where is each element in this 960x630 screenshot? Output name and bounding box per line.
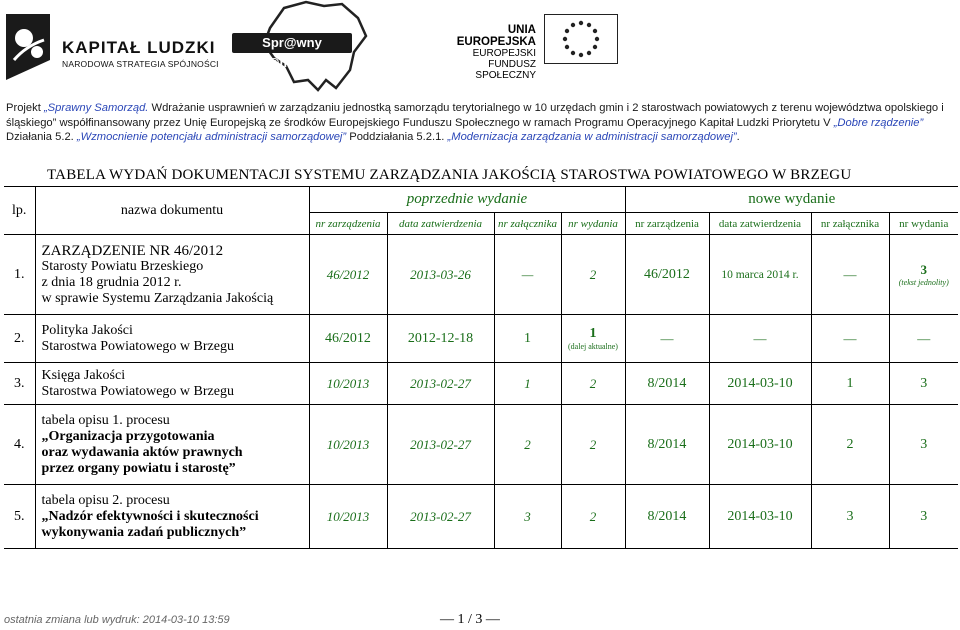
sub-header: nr wydania	[889, 213, 958, 235]
new-date: 2014-03-10	[709, 485, 811, 549]
ue-text	[430, 24, 536, 81]
ue-line2: EUROPEJSKI	[472, 48, 536, 59]
new-date: 2014-03-10	[709, 405, 811, 485]
prev-attachment: 2	[494, 405, 561, 485]
doc-line: Starostwa Powiatowego w Brzegu	[41, 383, 234, 399]
project-subaction: „Modernizacja zarządzania w administracji samorządowej”	[447, 131, 737, 143]
new-date: 2014-03-10	[709, 363, 811, 405]
table-row	[4, 315, 958, 363]
row-document-name	[35, 363, 309, 405]
doc-line: oraz wydawania aktów prawnych	[41, 444, 243, 460]
prev-date: 2012-12-18	[387, 315, 494, 363]
new-date: 10 marca 2014 r.	[709, 235, 811, 315]
table-row	[4, 363, 958, 405]
project-text2: Działania 5.2.	[6, 131, 77, 143]
doc-line: wykonywania zadań publicznych”	[41, 524, 247, 540]
doc-line: „Organizacja przygotowania	[41, 428, 215, 444]
kapital-ludzki-text	[62, 38, 219, 69]
prev-date: 2013-02-27	[387, 485, 494, 549]
new-order: 8/2014	[625, 405, 709, 485]
new-attachment: 1	[811, 363, 889, 405]
sprawny-samorzad-logo: Spr@wny S@morząd	[232, 33, 352, 53]
new-edition-note: (tekst jednolity)	[898, 278, 949, 287]
page-number: — 1 / 3 —	[440, 612, 500, 627]
new-edition: 3	[889, 485, 958, 549]
row-document-name	[35, 315, 309, 363]
doc-line: Starosty Powiatu Brzeskiego	[41, 258, 204, 274]
new-edition: 3	[920, 262, 927, 277]
row-lp: 5.	[4, 485, 35, 549]
header-new: nowe wydanie	[625, 187, 958, 213]
sub-header: data zatwierdzenia	[387, 213, 494, 235]
prev-edition: 1	[589, 326, 597, 341]
new-edition-cell	[889, 235, 958, 315]
doc-line: „Nadzór efektywności i skuteczności	[41, 508, 259, 524]
ue-line3: FUNDUSZ SPOŁECZNY	[475, 59, 536, 81]
doc-line: tabela opisu 1. procesu	[41, 412, 170, 428]
row-lp: 3.	[4, 363, 35, 405]
new-order: 46/2012	[625, 235, 709, 315]
new-order: —	[625, 315, 709, 363]
kl-subtitle: NARODOWA STRATEGIA SPÓJNOŚCI	[62, 59, 219, 69]
row-document-name	[35, 485, 309, 549]
header-previous: poprzednie wydanie	[309, 187, 625, 213]
logo-bar	[0, 0, 960, 95]
prev-order: 46/2012	[309, 235, 387, 315]
eu-flag-icon	[544, 14, 618, 64]
new-edition: 3	[889, 405, 958, 485]
row-document-name	[35, 235, 309, 315]
sub-header: nr zarządzenia	[309, 213, 387, 235]
header-row-1	[4, 187, 958, 213]
sub-header: nr załącznika	[811, 213, 889, 235]
new-edition: 3	[889, 363, 958, 405]
prev-attachment: —	[494, 235, 561, 315]
new-attachment: —	[811, 315, 889, 363]
new-order: 8/2014	[625, 363, 709, 405]
table-row	[4, 485, 958, 549]
sub-header: data zatwierdzenia	[709, 213, 811, 235]
kapital-ludzki-logo-icon	[4, 10, 60, 82]
prev-edition-cell	[561, 315, 625, 363]
table-row	[4, 405, 958, 485]
table-title: TABELA WYDAŃ DOKUMENTACJI SYSTEMU ZARZĄDZANIA JAKOŚCIĄ STAROSTWA POWIATOWEGO W BRZEGU	[47, 167, 852, 183]
project-action: „Wzmocnienie potencjału administracji samorządowej”	[76, 131, 347, 143]
header-lp: lp.	[4, 187, 35, 235]
prev-edition: 2	[561, 363, 625, 405]
last-change-note: ostatnia zmiana lub wydruk: 2014-03-10 13:59	[4, 614, 230, 626]
project-text1: Wdrażanie usprawnień w zarządzaniu jednostką samorządu terytorialnego w 10 urzędach gmin i 2 starostwach powiatowych z terenu województwa opolskiego i śląskiego” współfinansowany przez Unię Europejską ze środków Europejskiego Funduszu Społecznego w ramach Programu Operacyjnego Kapitał Ludzki Priorytetu V	[6, 102, 944, 129]
sub-header: nr zarządzenia	[625, 213, 709, 235]
project-text4: .	[736, 131, 740, 143]
new-edition: —	[889, 315, 958, 363]
prev-order: 46/2012	[309, 315, 387, 363]
table-row	[4, 235, 958, 315]
new-attachment: —	[811, 235, 889, 315]
new-attachment: 3	[811, 485, 889, 549]
sub-header: nr wydania	[561, 213, 625, 235]
prev-order: 10/2013	[309, 363, 387, 405]
doc-line: Starostwa Powiatowego w Brzegu	[41, 338, 234, 354]
new-order: 8/2014	[625, 485, 709, 549]
row-document-name	[35, 405, 309, 485]
doc-line: Polityka Jakości	[41, 322, 133, 338]
kl-title: KAPITAŁ LUDZKI	[62, 38, 216, 57]
project-text3: Poddziałania 5.2.1.	[346, 131, 448, 143]
prev-edition-note: (dalej aktualne)	[568, 342, 618, 351]
new-date: —	[709, 315, 811, 363]
doc-line: w sprawie Systemu Zarządzania Jakością	[41, 290, 274, 306]
project-name: „Sprawny Samorząd.	[43, 102, 149, 114]
prev-attachment: 3	[494, 485, 561, 549]
header-name: nazwa dokumentu	[35, 187, 309, 235]
project-description	[6, 101, 956, 145]
prev-date: 2013-03-26	[387, 235, 494, 315]
doc-line: ZARZĄDZENIE NR 46/2012	[41, 242, 224, 259]
prev-attachment: 1	[494, 363, 561, 405]
prev-attachment: 1	[494, 315, 561, 363]
prev-order: 10/2013	[309, 405, 387, 485]
prev-edition: 2	[561, 485, 625, 549]
doc-line: przez organy powiatu i starostę”	[41, 460, 236, 476]
documents-table	[4, 186, 958, 549]
doc-line: Księga Jakości	[41, 367, 126, 383]
ue-title: UNIA EUROPEJSKA	[456, 24, 536, 48]
prev-order: 10/2013	[309, 485, 387, 549]
doc-line: z dnia 18 grudnia 2012 r.	[41, 274, 182, 290]
project-priority: „Dobre rządzenie”	[833, 116, 924, 129]
doc-line: tabela opisu 2. procesu	[41, 492, 170, 508]
row-lp: 4.	[4, 405, 35, 485]
row-lp: 1.	[4, 235, 35, 315]
prev-edition: 2	[561, 235, 625, 315]
new-attachment: 2	[811, 405, 889, 485]
prev-edition: 2	[561, 405, 625, 485]
sub-header: nr załącznika	[494, 213, 561, 235]
row-lp: 2.	[4, 315, 35, 363]
prev-date: 2013-02-27	[387, 405, 494, 485]
project-prefix: Projekt	[6, 102, 44, 114]
prev-date: 2013-02-27	[387, 363, 494, 405]
